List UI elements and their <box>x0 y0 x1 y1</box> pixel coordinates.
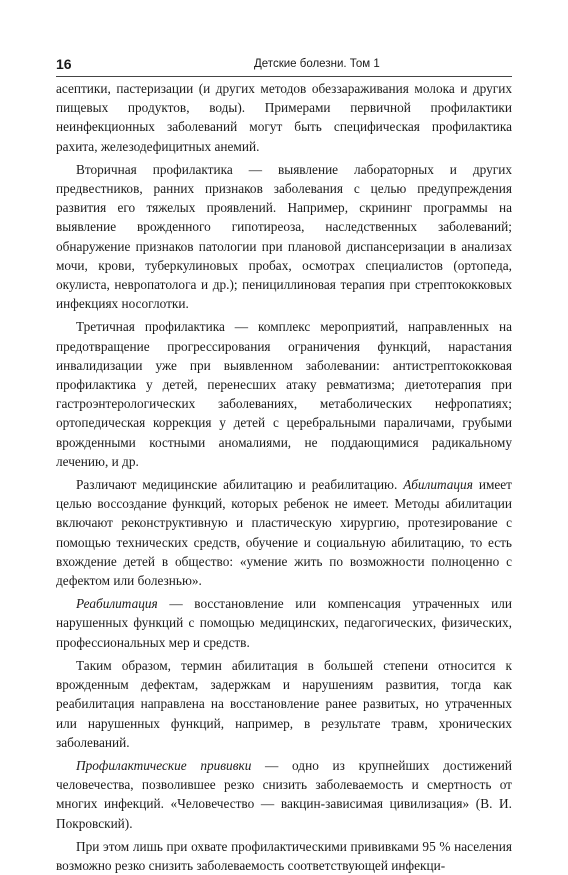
page-number: 16 <box>56 56 72 72</box>
abilitation-intro: Различают медицинские абилитацию и реабилитацию. <box>76 477 404 493</box>
paragraph-tertiary-prevention: Третичная профилактика — комплекс мероприятий, направленных на предотвращение прогрессирования ограничения функций, нарастания инвалидизации уже при выявленном заболевании: антистрептококковая профилактика у детей, перенесших атаку ревматизма; диетотерапия при гастроэнтерологических заболеваниях, метаболических нефропатиях; ортопедическая коррекция у детей с церебральными параличами, грубыми врожденными костными аномалиями, не поддающимися радикальному лечению, и др. <box>56 319 512 469</box>
term-vaccinations: Профилактические прививки <box>76 757 252 773</box>
header-rule <box>56 76 512 77</box>
running-title: Детские болезни. Том 1 <box>254 58 380 70</box>
page-header <box>56 56 512 74</box>
vaccinations-definition: — одно из крупнейших достижений человечества, позволившее резко снизить заболеваемость и смертность от многих инфекций. «Человечество — вакцин-зависимая цивилизация» (В. И. Покровский). <box>56 757 512 831</box>
paragraph-vaccinations <box>56 756 512 833</box>
body-text <box>56 79 512 875</box>
paragraph-primary-prevention-continued: асептики, пастеризации (и других методов обеззараживания молока и других пищевых продуктов, воды). Примерами первичной профилактики неинфекционных заболеваний могут быть специфическая профилактика рахита, железодефицитных анемий. <box>56 81 512 154</box>
abilitation-definition: имеет целью воссоздание функций, которых ребенок не имеет. Методы абилитации включают реконструктивную и пластическую хирургию, протезирование с помощью технических средств, обучение и социальную абилитацию, то есть вхождение детей в общество: «умение жить по возможности полноценно с дефектом или болезнью». <box>56 477 512 589</box>
paragraph-coverage: При этом лишь при охвате профилактическими прививками 95 % населения возможно резко снизить заболеваемость соответствующей инфекци- <box>56 838 512 873</box>
paragraph-rehabilitation <box>56 594 512 652</box>
paragraph-secondary-prevention: Вторичная профилактика — выявление лабораторных и других предвестников, ранних признаков заболевания с целью предупреждения развития его тяжелых проявлений. Например, скрининг программы на выявление врожденного гипотиреоза, наследственных заболеваний; обнаружение признаков патологии при плановой диспансеризации в анализах мочи, крови, туберкулиновых пробах, осмотрах специалистов (ортопеда, окулиста, невропатолога и др.); пенициллиновая терапия при стрептококковых инфекциях носоглотки. <box>56 161 512 312</box>
term-rehabilitation: Реабилитация <box>76 596 158 612</box>
rehabilitation-definition: — восстановление или компенсация утраченных или нарушенных функций с помощью медицинских, педагогических, физических, профессиональных мер и средств. <box>56 596 512 650</box>
term-abilitation: Абилитация <box>403 477 473 493</box>
paragraph-summary: Таким образом, термин абилитация в большей степени относится к врожденным дефектам, задержкам и нарушениям развития, тогда как реабилитация направлена на восстановление ранее развитых, но утраченных или нарушенных функций, например, в результате травм, хронических заболеваний. <box>56 657 512 750</box>
paragraph-abilitation <box>56 475 512 590</box>
